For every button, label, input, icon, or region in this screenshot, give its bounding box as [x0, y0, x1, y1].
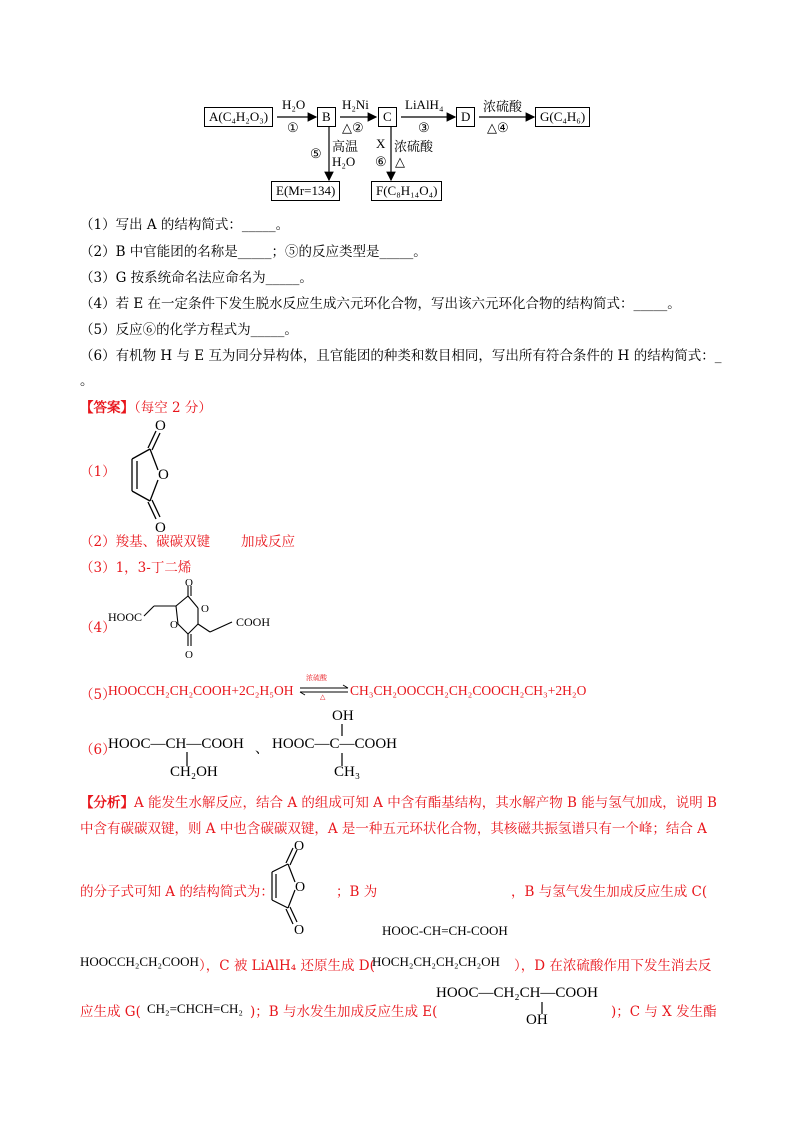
- arrow-bc-reagent: H₂Ni: [342, 97, 369, 112]
- arrow-ab-step: ①: [287, 120, 299, 135]
- question-6-end: 。: [80, 373, 94, 389]
- analysis-line-1: [80, 791, 717, 811]
- analysis-b-structure: HOOC-CH=CH-COOH: [382, 923, 508, 938]
- analysis-header: 【分析】: [80, 795, 134, 811]
- analysis-e-structure: HOOC—CH₂CH—COOH: [436, 985, 598, 1001]
- question-5: （5）反应⑥的化学方程式为_____。: [80, 322, 298, 338]
- svg-text:O: O: [201, 603, 209, 615]
- isomer-1-main: HOOC—CH—COOH: [108, 736, 244, 752]
- analysis-e-sub: OH: [526, 1012, 548, 1028]
- arrow-ab-reagent: H₂O: [282, 97, 306, 112]
- arrow-cf-heat: △: [395, 154, 405, 169]
- answer-1-label: （1）: [80, 464, 116, 480]
- analysis-line-4b: ），C 被 LiAlH₄ 还原生成 D(: [199, 958, 375, 974]
- analysis-line-3c: ，B 与氢气发生加成反应生成 C(: [511, 884, 708, 900]
- svg-text:O: O: [185, 577, 193, 589]
- arrow-be-condition: 高温: [332, 139, 359, 154]
- analysis-line-5a: 应生成 G(: [80, 1004, 141, 1020]
- isomer-2-sub: CH₃: [334, 764, 361, 780]
- arrow-be-reagent: H₂O: [332, 154, 356, 169]
- answer-4-cooh: COOH: [236, 615, 271, 629]
- isomer-2-main: HOOC—C—COOH: [272, 736, 398, 752]
- svg-text:O: O: [295, 880, 306, 895]
- answer-5-products: CH₃CH₂OOCCH₂CH₂COOCH₂CH₃+2H₂O: [350, 683, 587, 698]
- question-6: （6）有机物 H 与 E 互为同分异构体，且官能团的种类和数目相同，写出所有符合条件的 H 的结构简式：_: [80, 348, 722, 364]
- question-3: （3）G 按系统命名法应命名为_____。: [80, 270, 313, 286]
- scheme-arrows: [0, 0, 800, 210]
- analysis-line-5d: )；C 与 X 发生酯: [611, 1004, 717, 1020]
- arrow-cf-reagent: X: [376, 136, 386, 151]
- answer-label: 【答案】: [80, 400, 134, 416]
- answer-4-label: （4）: [80, 620, 116, 636]
- arrow-cf-condition: 浓硫酸: [394, 139, 434, 154]
- cyclic-diester-structure: [140, 577, 260, 662]
- box-g: G(C₄H₆): [535, 107, 590, 127]
- question-2: （2）B 中官能团的名称是_____；⑤的反应类型是_____。: [80, 244, 427, 260]
- answer-5-reactants: HOOCCH₂CH₂COOH+2C₂H₅OH: [108, 683, 294, 698]
- svg-text:O: O: [158, 467, 169, 483]
- svg-text:O: O: [155, 418, 166, 434]
- analysis-line-2: 中含有碳碳双键，则 A 中也含碳碳双键，A 是一种五元环状化合物，其核磁共振氢谱只有一个峰；结合 A: [80, 821, 707, 837]
- box-d: D: [456, 107, 475, 127]
- analysis-d-structure: HOCH₂CH₂CH₂CH₂OH: [372, 954, 500, 969]
- answer-2b: 加成反应: [241, 534, 295, 550]
- arrow-cd-reagent: LiAlH₄: [405, 97, 444, 112]
- arrow-be-step: ⑤: [310, 146, 322, 161]
- maleic-anhydride-structure: [100, 415, 220, 536]
- arrow-dg-reagent: 浓硫酸: [483, 99, 523, 114]
- answer-4-hooc: HOOC: [108, 610, 143, 624]
- analysis-line-3b: ；B 为: [336, 884, 378, 900]
- box-b: B: [317, 107, 336, 127]
- arrow-bc-step: △②: [342, 120, 364, 135]
- box-c: C: [378, 107, 397, 127]
- box-f: F(C₈H₁₄O₄): [371, 181, 442, 201]
- arrow-dg-step: △④: [487, 120, 509, 135]
- svg-text:O: O: [294, 839, 305, 854]
- svg-text:O: O: [170, 619, 178, 631]
- analysis-line-5c: )；B 与水发生加成反应生成 E(: [250, 1004, 438, 1020]
- isomer-2-top: OH: [332, 708, 354, 724]
- arrow-cd-step: ③: [418, 120, 430, 135]
- analysis-text-1: A 能发生水解反应，结合 A 的组成可知 A 中含有酯基结构，其水解产物 B 能与氢气加成，说明 B: [134, 795, 717, 811]
- analysis-line-3a: 的分子式可知 A 的结构简式为：: [80, 884, 274, 900]
- answer-note: （每空 2 分）: [134, 400, 212, 416]
- isomer-separator: 、: [255, 742, 269, 757]
- box-e: E(Mr=134): [271, 181, 340, 201]
- arrow-cf-step: ⑥: [375, 154, 387, 169]
- analysis-c-structure: HOOCCH₂CH₂COOH: [80, 954, 199, 969]
- answer-header: [80, 396, 212, 416]
- svg-text:O: O: [294, 923, 305, 938]
- analysis-g-structure: CH₂=CHCH=CH₂: [147, 1001, 243, 1016]
- svg-text:O: O: [155, 520, 166, 536]
- analysis-line-4d: ），D 在浓硫酸作用下发生消去反: [514, 958, 712, 974]
- answer-6-label: （6）: [80, 742, 116, 758]
- answer-5-condition: 浓硫酸: [306, 674, 327, 682]
- question-1: （1）写出 A 的结构简式：_____。: [80, 217, 290, 233]
- answer-3: （3）1，3-丁二烯: [80, 560, 192, 576]
- answer-2: （2）羧基、碳碳双键: [80, 534, 211, 550]
- analysis-anhydride-structure: [258, 839, 338, 938]
- isomer-1-sub: CH₂OH: [170, 764, 218, 780]
- answer-5-heat: △: [320, 693, 326, 701]
- answer-5-label: （5）: [80, 687, 116, 703]
- question-4: （4）若 E 在一定条件下发生脱水反应生成六元环化合物，写出该六元环化合物的结构简式：_____。: [80, 296, 681, 312]
- svg-text:O: O: [185, 649, 193, 661]
- box-a: A(C₄H₂O₃): [204, 107, 273, 127]
